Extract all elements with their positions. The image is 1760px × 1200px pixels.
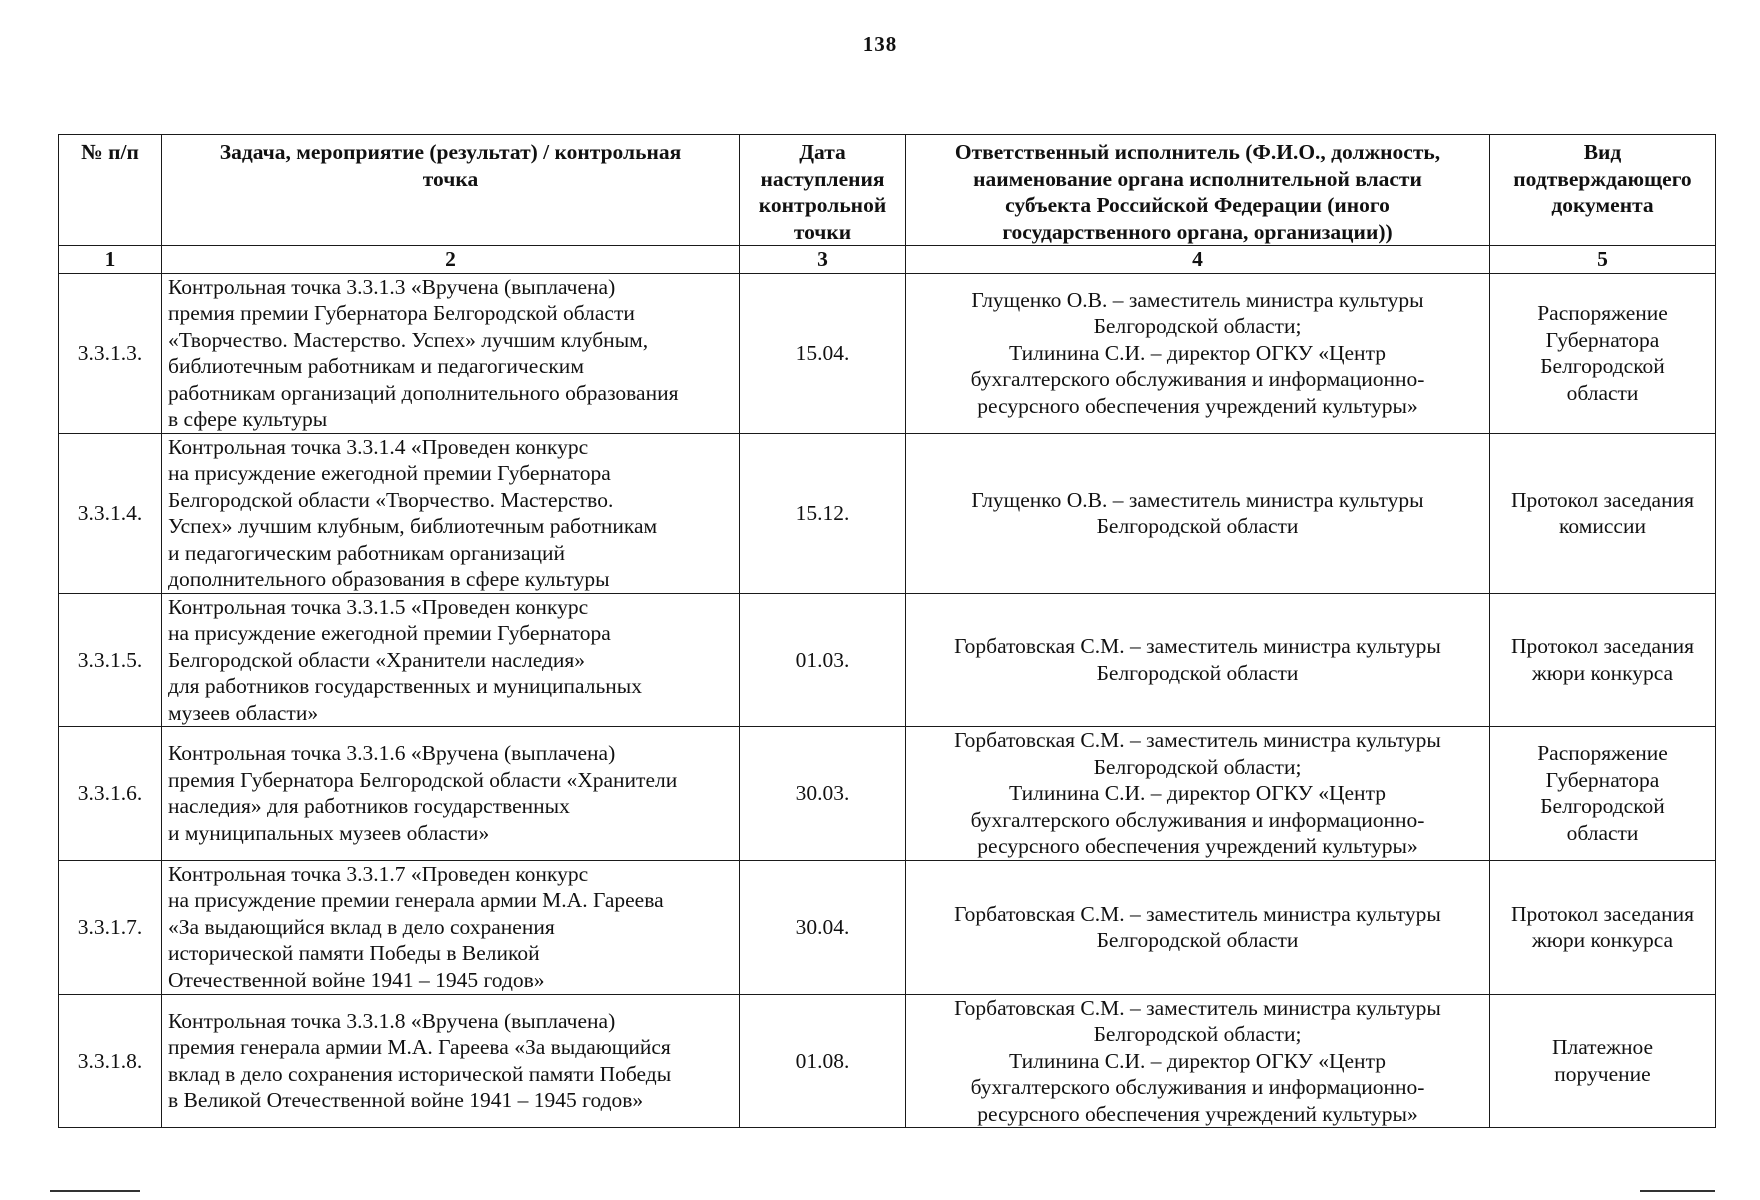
task-line: Контрольная точка 3.3.1.4 «Проведен конкурс [168,434,589,459]
footer-rule-left [50,1190,140,1192]
header-line: контрольной [758,193,887,217]
row-date: 01.03. [740,593,906,727]
table-row [59,860,1716,994]
row-task [162,433,740,593]
row-document [1490,273,1716,433]
responsible-line: Белгородской области [1096,660,1299,685]
header-line: наступления [760,166,885,191]
document-line: поручение [1554,1061,1651,1086]
document-line: жюри конкурса [1531,660,1674,685]
task-line: работникам организаций дополнительного образования [168,380,679,405]
task-line: Контрольная точка 3.3.1.6 «Вручена (выплачена) [168,741,616,766]
responsible-line: Тилинина С.И. – директор ОГКУ «Центр [1009,340,1386,365]
table-row [59,994,1716,1128]
document-line: Губернатора [1545,767,1660,792]
footer-rule-right [1640,1190,1715,1192]
header-line: Задача, мероприятие (результат) / контрольная [219,140,682,164]
column-number-row [59,246,1716,274]
responsible-line: бухгалтерского обслуживания и информационно- [970,1075,1425,1099]
task-line: премия Губернатора Белгородской области «Хранители [168,767,678,792]
control-points-table [58,134,1716,1128]
header-line: Вид [1583,140,1622,164]
task-line: премия премии Губернатора Белгородской области [168,301,635,325]
row-document [1490,593,1716,727]
responsible-line: Белгородской области; [1093,754,1302,779]
responsible-line: Глущенко О.В. – заместитель министра культуры [971,487,1424,512]
page-number: 138 [862,32,898,56]
header-line: подтверждающего [1513,166,1692,191]
row-task [162,860,740,994]
responsible-line: Белгородской области; [1093,1022,1302,1046]
row-document [1490,433,1716,593]
task-line: исторической памяти Победы в Великой [168,941,540,966]
column-number: 4 [906,246,1490,274]
document-line: области [1566,820,1639,845]
document-line: Протокол заседания [1510,901,1694,926]
document-line: Распоряжение [1537,741,1668,766]
responsible-line: Горбатовская С.М. – заместитель министра культуры [954,634,1441,659]
document-line: Губернатора [1545,327,1660,352]
task-line: на присуждение премии генерала армии М.А. Гареева [168,888,664,913]
responsible-line: Тилинина С.И. – директор ОГКУ «Центр [1009,781,1386,805]
row-date: 01.08. [740,994,906,1128]
header-line: документа [1551,193,1654,217]
document-line: комиссии [1559,514,1646,538]
header-line: наименование органа исполнительной власти [973,166,1422,191]
column-number: 3 [740,246,906,274]
row-document [1490,994,1716,1128]
responsible-line: ресурсного обеспечения учреждений культуры» [977,1101,1418,1126]
row-date: 15.04. [740,273,906,433]
task-line: Успех» лучшим клубным, библиотечным работникам [168,514,658,538]
task-line: премия генерала армии М.А. Гареева «За выдающийся [168,1035,671,1060]
row-responsible [906,593,1490,727]
task-line: для работников государственных и муниципальных [168,674,642,698]
row-task [162,273,740,433]
responsible-line: ресурсного обеспечения учреждений культуры» [977,393,1418,418]
header-line: Дата [799,140,846,164]
task-line: на присуждение ежегодной премии Губернатора [168,461,611,485]
responsible-line: Горбатовская С.М. – заместитель министра культуры [954,728,1441,752]
row-responsible [906,860,1490,994]
row-responsible [906,727,1490,861]
task-line: дополнительного образования в сфере культуры [168,567,610,591]
responsible-line: Белгородской области [1096,514,1299,538]
task-line: вклад в дело сохранения исторической памяти Победы [168,1061,672,1086]
task-line: и муниципальных музеев области» [168,820,490,845]
row-number: 3.3.1.7. [59,860,162,994]
row-task [162,727,740,861]
task-line: Контрольная точка 3.3.1.7 «Проведен конкурс [168,861,589,886]
responsible-line: Горбатовская С.М. – заместитель министра культуры [954,995,1441,1020]
responsible-line: бухгалтерского обслуживания и информационно- [970,367,1425,392]
header-line: точка [422,166,479,191]
document-line: Белгородской [1540,794,1665,819]
table-row [59,727,1716,861]
task-line: и педагогическим работникам организаций [168,540,566,565]
responsible-line: Белгородской области [1096,928,1299,952]
row-number: 3.3.1.3. [59,273,162,433]
header-number [59,135,162,246]
header-task [162,135,740,246]
row-number: 3.3.1.6. [59,727,162,861]
header-line: Ответственный исполнитель (Ф.И.О., должность, [954,140,1441,164]
responsible-line: Глущенко О.В. – заместитель министра культуры [971,287,1424,312]
header-line: государственного органа, организации)) [1002,219,1393,244]
task-line: библиотечным работникам и педагогическим [168,354,584,378]
document-line: жюри конкурса [1531,928,1674,952]
column-number: 1 [59,246,162,274]
header-line: точки [793,219,852,244]
document-line: Протокол заседания [1510,634,1694,659]
header-responsible [906,135,1490,246]
task-line: музеев области» [168,700,319,725]
row-responsible [906,273,1490,433]
document-line: Платежное [1551,1035,1654,1060]
header-row [59,135,1716,246]
row-date: 30.04. [740,860,906,994]
task-line: Контрольная точка 3.3.1.3 «Вручена (выплачена) [168,274,616,299]
table-row [59,433,1716,593]
column-number: 2 [162,246,740,274]
document-line: Распоряжение [1537,301,1668,325]
header-line: субъекта Российской Федерации (иного [1005,193,1390,217]
column-number: 5 [1490,246,1716,274]
row-task [162,593,740,727]
row-date: 30.03. [740,727,906,861]
responsible-line: бухгалтерского обслуживания и информационно- [970,807,1425,832]
row-date: 15.12. [740,433,906,593]
table-row [59,273,1716,433]
task-line: Контрольная точка 3.3.1.8 «Вручена (выплачена) [168,1008,616,1033]
task-line: «За выдающийся вклад в дело сохранения [168,914,555,939]
row-responsible [906,433,1490,593]
task-line: Отечественной войне 1941 – 1945 годов» [168,967,545,992]
task-line: наследия» для работников государственных [168,794,570,819]
responsible-line: Тилинина С.И. – директор ОГКУ «Центр [1009,1048,1386,1073]
header-line: № п/п [81,140,139,164]
task-line: в сфере культуры [168,407,328,431]
responsible-line: Горбатовская С.М. – заместитель министра культуры [954,901,1441,926]
task-line: Белгородской области «Творчество. Мастерство. [168,487,614,512]
task-line: в Великой Отечественной войне 1941 – 1945 годов» [168,1088,644,1113]
row-number: 3.3.1.4. [59,433,162,593]
document-line: области [1566,380,1639,405]
responsible-line: ресурсного обеспечения учреждений культуры» [977,834,1418,858]
table-row [59,593,1716,727]
document-line: Протокол заседания [1510,487,1694,512]
header-date [740,135,906,246]
row-responsible [906,994,1490,1128]
task-line: Белгородской области «Хранители наследия» [168,647,586,672]
row-task [162,994,740,1128]
row-document [1490,727,1716,861]
row-number: 3.3.1.5. [59,593,162,727]
task-line: Контрольная точка 3.3.1.5 «Проведен конкурс [168,594,589,619]
row-number: 3.3.1.8. [59,994,162,1128]
task-line: на присуждение ежегодной премии Губернатора [168,621,611,645]
row-document [1490,860,1716,994]
header-document [1490,135,1716,246]
responsible-line: Белгородской области; [1093,314,1302,339]
document-line: Белгородской [1540,354,1665,378]
task-line: «Творчество. Мастерство. Успех» лучшим клубным, [168,327,649,352]
